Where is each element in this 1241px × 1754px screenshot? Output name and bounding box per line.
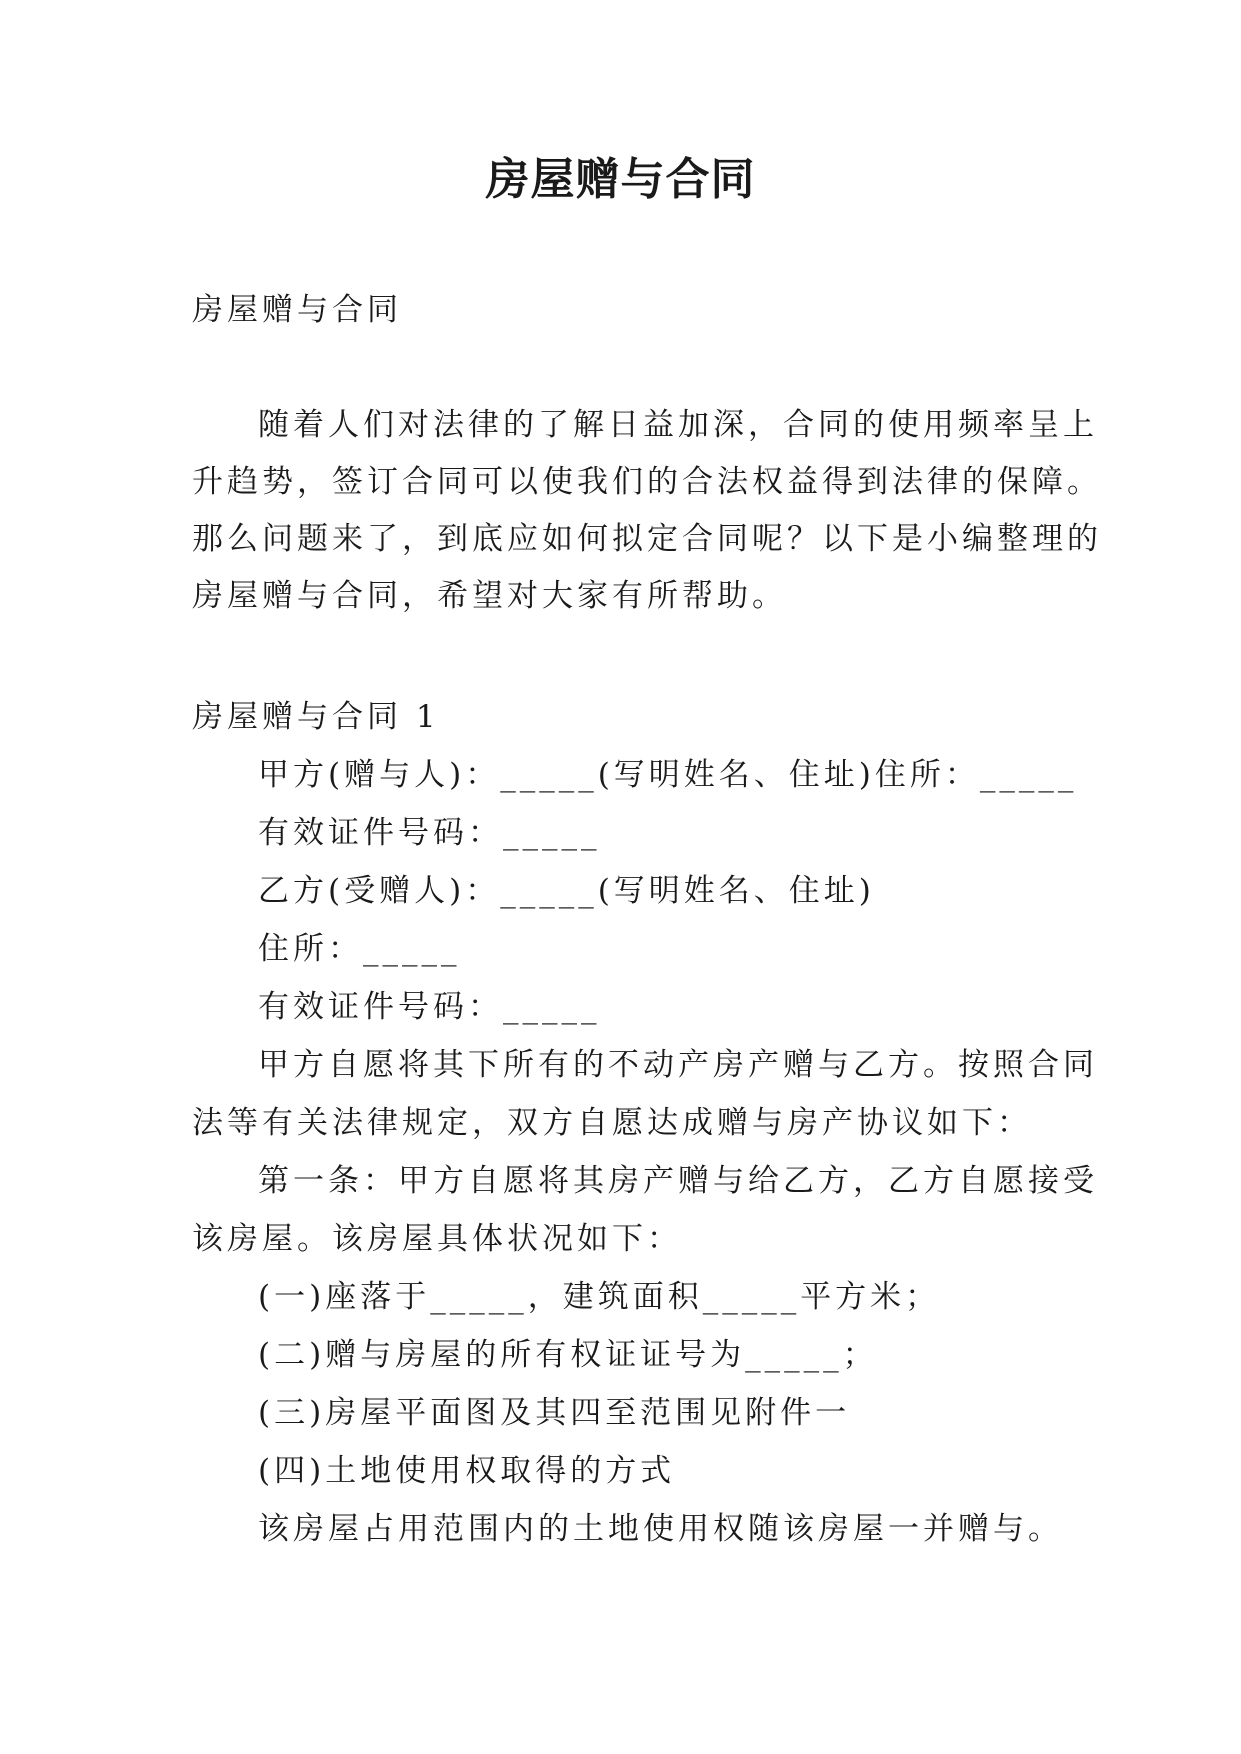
intro-line: 升趋势，签订合同可以使我们的合法权益得到法律的保障。 <box>192 464 1102 500</box>
party-b-id-line: 有效证件号码：_____ <box>258 989 601 1025</box>
intro-line: 那么问题来了，到底应如何拟定合同呢？以下是小编整理的 <box>192 521 1102 557</box>
article-one-line: 该房屋。该房屋具体状况如下： <box>192 1221 682 1257</box>
article-item: (一)座落于_____，建筑面积_____平方米； <box>258 1279 941 1315</box>
land-right-note: 该房屋占用范围内的土地使用权随该房屋一并赠与。 <box>258 1511 1063 1547</box>
intro-line: 房屋赠与合同，希望对大家有所帮助。 <box>192 578 787 614</box>
agreement-line: 法等有关法律规定，双方自愿达成赠与房产协议如下： <box>192 1105 1032 1141</box>
document-title: 房屋赠与合同 <box>485 154 756 205</box>
section-heading: 房屋赠与合同 1 <box>192 699 440 735</box>
party-b-line: 乙方(受赠人)：_____(写明姓名、住址) <box>258 873 875 909</box>
party-b-residence-line: 住所：_____ <box>258 931 461 967</box>
party-a-line: 甲方(赠与人)：_____(写明姓名、住址)住所：_____ <box>258 757 1078 793</box>
article-item: (三)房屋平面图及其四至范围见附件一 <box>258 1395 851 1431</box>
agreement-line: 甲方自愿将其下所有的不动产房产赠与乙方。按照合同 <box>258 1047 1098 1083</box>
article-one-line: 第一条：甲方自愿将其房产赠与给乙方，乙方自愿接受 <box>258 1163 1098 1199</box>
article-item: (二)赠与房屋的所有权证证号为_____； <box>258 1337 878 1373</box>
intro-line: 随着人们对法律的了解日益加深，合同的使用频率呈上 <box>258 407 1098 443</box>
document-subtitle: 房屋赠与合同 <box>192 292 402 328</box>
party-a-id-line: 有效证件号码：_____ <box>258 815 601 851</box>
article-item: (四)土地使用权取得的方式 <box>258 1453 676 1489</box>
